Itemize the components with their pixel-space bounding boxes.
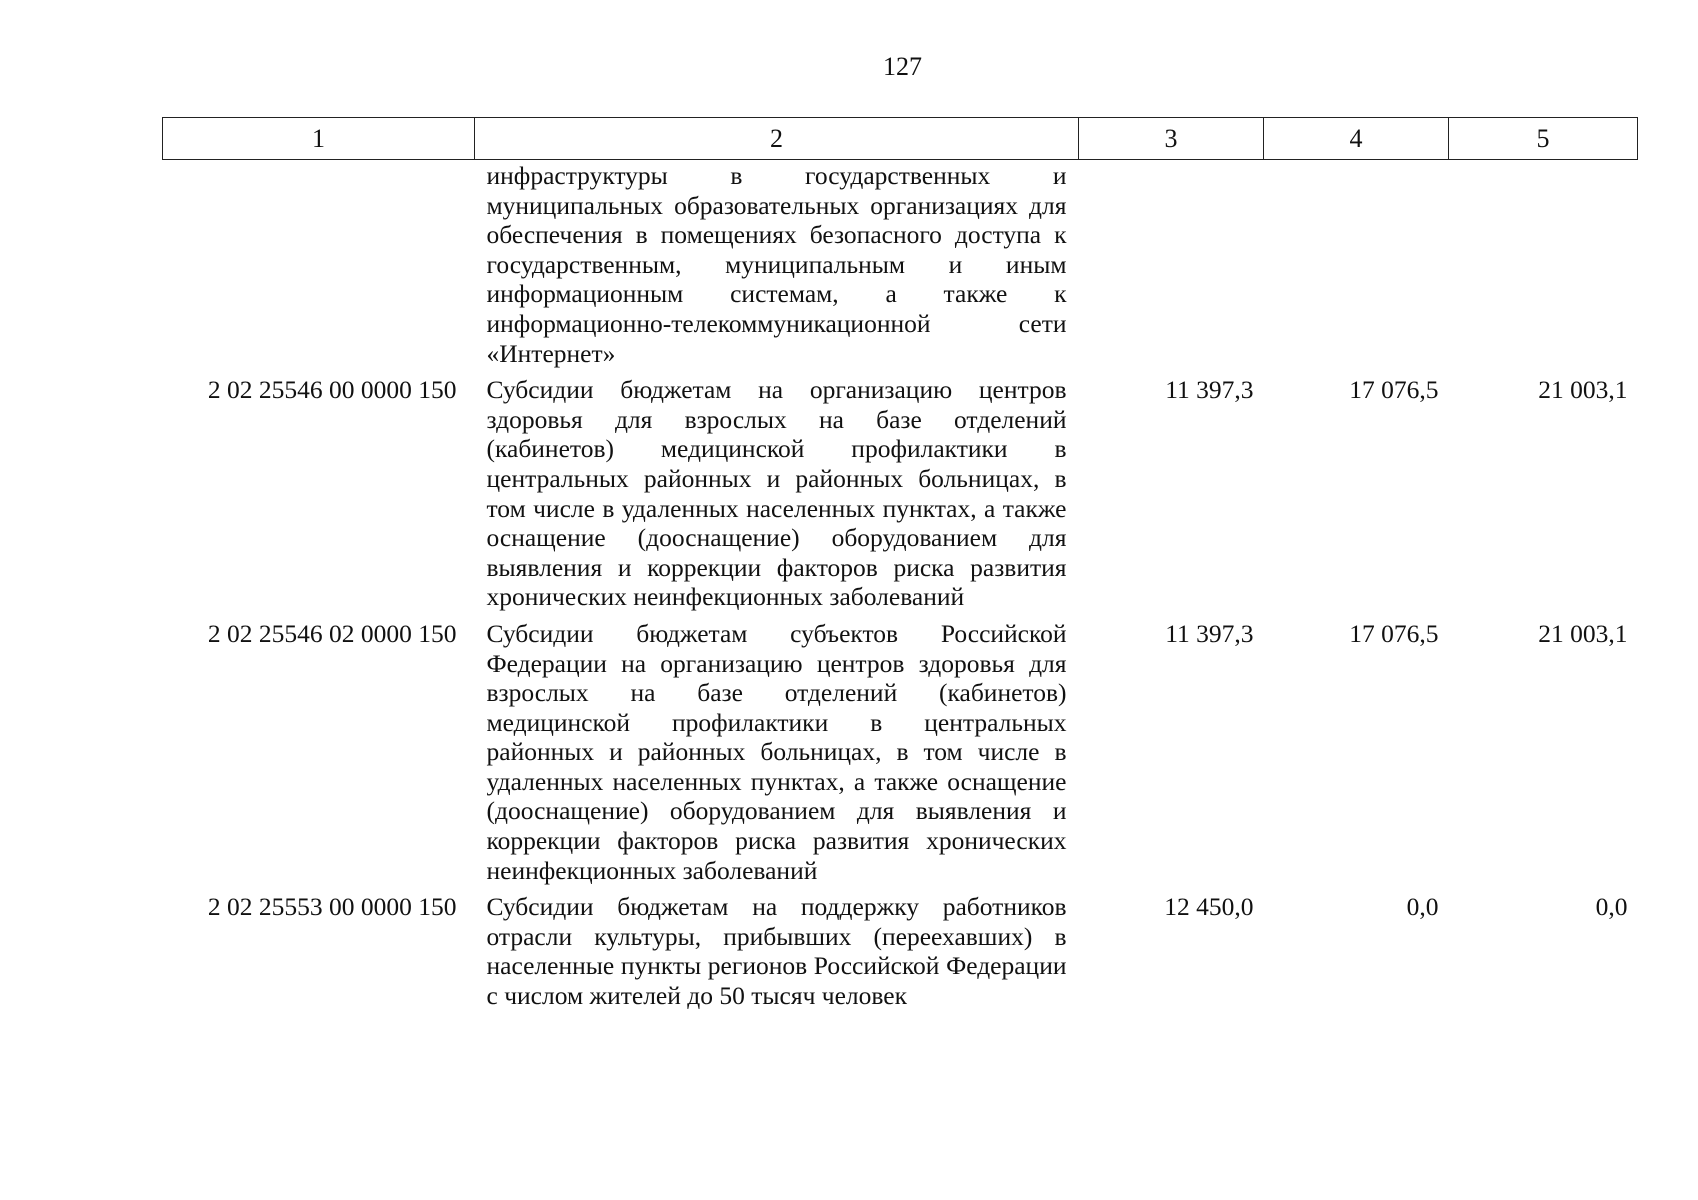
row-description: Субсидии бюджетам на организацию центров здоровья для взрослых на базе отделений (кабинетов) медицинской профилактики в центральных районных и районных больницах, в том числе в удаленных населенных пунктах, а также оснащение (дооснащение) оборудованием для выявления и коррекции факторов риска развития хронических неинфекционных заболеваний (486, 375, 1067, 612)
page-number: 127 (883, 52, 922, 81)
table-row (163, 892, 1638, 1017)
row-value-col5 (1449, 160, 1638, 376)
row-value-col3: 11 397,3 (1165, 375, 1254, 405)
header-col-1: 1 (163, 118, 475, 160)
row-code: 2 02 25546 00 0000 150 (207, 375, 457, 405)
budget-table (162, 117, 1638, 1018)
table-row (163, 619, 1638, 892)
row-value-col3: 11 397,3 (1165, 618, 1254, 648)
row-code: 2 02 25546 02 0000 150 (207, 618, 457, 648)
table-row (163, 375, 1638, 619)
header-col-3: 3 (1079, 118, 1264, 160)
row-value-col4: 17 076,5 (1349, 618, 1439, 648)
header-row (163, 118, 1638, 160)
header-col-5: 5 (1449, 118, 1638, 160)
table-body (163, 160, 1638, 1018)
row-description: Субсидии бюджетам субъектов Российской Федерации на организацию центров здоровья для взрослых на базе отделений (кабинетов) медицинской профилактики в центральных районных и районных больницах, в том числе в удаленных населенных пунктах, а также оснащение (дооснащение) оборудованием для выявления и коррекции факторов риска развития хронических неинфекционных заболеваний (486, 618, 1067, 885)
header-col-4: 4 (1264, 118, 1449, 160)
row-value-col4: 0,0 (1406, 892, 1439, 922)
table-header (163, 118, 1638, 160)
table-row (163, 160, 1638, 376)
row-description: инфраструктуры в государственных и муниципальных образовательных организациях для обеспечения в помещениях безопасного доступа к государственным, муниципальным и иным информационным системам, а также к информационно-телекоммуникационной сети «Интернет» (486, 161, 1067, 368)
row-value-col4: 17 076,5 (1349, 375, 1439, 405)
row-code (163, 160, 475, 376)
row-value-col3: 12 450,0 (1164, 892, 1254, 922)
row-value-col3 (1079, 160, 1264, 376)
row-value-col5: 0,0 (1595, 892, 1628, 922)
header-col-2: 2 (475, 118, 1079, 160)
row-description: Субсидии бюджетам на поддержку работников отрасли культуры, прибывших (переехавших) в населенные пункты регионов Российской Федерации с числом жителей до 50 тысяч человек (486, 892, 1067, 1011)
row-value-col5: 21 003,1 (1538, 618, 1628, 648)
row-value-col5: 21 003,1 (1538, 375, 1628, 405)
row-value-col4 (1264, 160, 1449, 376)
row-code: 2 02 25553 00 0000 150 (207, 892, 457, 922)
